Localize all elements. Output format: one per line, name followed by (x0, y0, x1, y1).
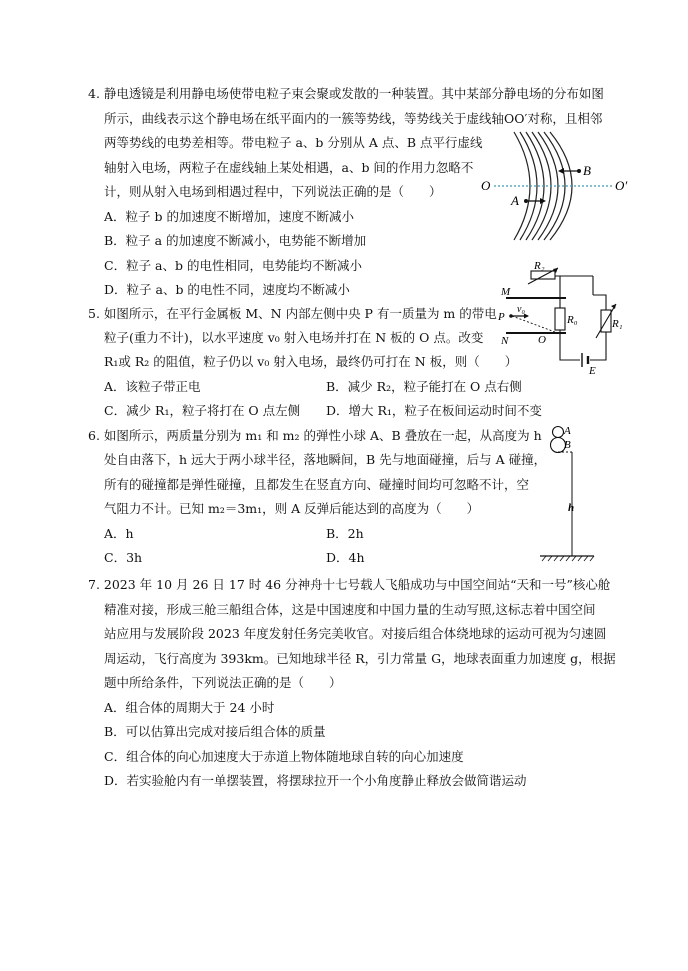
q4-option-a: A．粒子 b 的加速度不断增加，速度不断减小 (104, 209, 354, 224)
q5-option-d: D．增大 R₁，粒子在板间运动时间不变 (326, 403, 542, 418)
q5-option-a: A．该粒子带正电 (104, 379, 201, 394)
q5-stem-line-1: 5. 如图所示，在平行金属板 M、N 内部左侧中央 P 有一质量为 m 的带电 (88, 306, 497, 321)
q4-stem-line-5: 计，则从射入电场到相遇过程中，下列说法正确的是（ ） (104, 184, 442, 199)
q7-stem-line-5: 题中所给条件，下列说法正确的是（ ） (104, 675, 342, 690)
q6-balls-figure (534, 420, 604, 568)
point-p-dot (509, 314, 513, 318)
label-o: O (538, 334, 546, 346)
q4-stem-line-4: 轴射入电场，两粒子在虚线轴上某处相遇，a、b 间的作用力忽略不 (104, 160, 474, 175)
q4-option-c: C．粒子 a、b 的电性相同，电势能均不断减小 (104, 258, 362, 273)
q6-option-b: B．2h (326, 526, 364, 541)
label-r2: R₂ (534, 260, 545, 272)
q7-option-c: C．组合体的向心加速度大于赤道上物体随地球自转的向心加速度 (104, 749, 464, 764)
label-v0: v₀ (517, 304, 525, 315)
q5-stem-line-2: 粒子(重力不计)，以水平速度 v₀ 射入电场并打在 N 板的 O 点。改变 (104, 330, 484, 345)
q6-stem-line-3: 所有的碰撞都是弹性碰撞，且都发生在竖直方向、碰撞时间均可忽略不计，空 (104, 477, 530, 492)
q4-stem-line-3: 两等势线的电势差相等。带电粒子 a、b 分别从 A 点、B 点平行虚线 (104, 135, 483, 150)
resistor-r2 (531, 271, 555, 279)
q7-stem-line-1: 7. 2023 年 10 月 26 日 17 时 46 分神舟十七号载人飞船成功与中国空间站“天和一号”核心舱 (88, 577, 611, 592)
q6-option-c: C．3h (104, 550, 143, 565)
label-b: B (583, 163, 591, 178)
label-p: P (498, 311, 505, 323)
label-e: E (589, 365, 596, 375)
q4-stem-line-1: 4. 静电透镜是利用静电场使带电粒子束会聚或发散的一种装置。其中某部分静电场的分布如图 (88, 86, 604, 101)
q6-option-a: A．h (104, 526, 134, 541)
q4-option-d: D．粒子 a、b 的电性不同，速度均不断减小 (104, 282, 350, 297)
label-r1: R₁ (612, 318, 623, 330)
q6-stem-line-4: 气阻力不计。已知 m₂＝3m₁，则 A 反弹后能达到的高度为（ ） (104, 501, 480, 516)
label-r0: R₀ (567, 314, 578, 326)
q7-stem-line-2: 精准对接，形成三舱三船组合体，这是中国速度和中国力量的生动写照,这标志着中国空间 (104, 602, 596, 617)
label-h: h (568, 502, 575, 514)
particle-trajectory (512, 316, 555, 332)
q7-stem-line-3: 站应用与发展阶段 2023 年度发射任务完美收官。对接后组合体绕地球的运动可视为匀速圆 (104, 626, 607, 641)
point-a-dot (524, 199, 528, 203)
q4-stem-line-2: 所示，曲线表示这个静电场在纸平面内的一簇等势线，等势线关于虚线轴OO′对称，且相邻 (104, 111, 603, 126)
q5-option-c: C．减少 R₁，粒子将打在 O 点左侧 (104, 403, 301, 418)
q7-option-b: B．可以估算出完成对接后组合体的质量 (104, 724, 326, 739)
q7-option-d: D．若实验舱内有一单摆装置，将摆球拉开一个小角度静止释放会做简谐运动 (104, 773, 527, 788)
label-m: M (501, 286, 511, 298)
label-a: A (564, 425, 571, 437)
point-b-dot (577, 169, 581, 173)
label-o-prime: O′ (615, 178, 628, 193)
q6-stem-line-1: 6. 如图所示，两质量分别为 m₁ 和 m₂ 的弹性小球 A、B 叠放在一起，从高度为 h (88, 428, 542, 443)
q5-stem-line-3: R₁或 R₂ 的阻值，粒子仍以 v₀ 射入电场，最终仍可打在 N 板，则（ ） (104, 354, 518, 369)
q6-option-d: D．4h (326, 550, 365, 565)
q7-stem-line-4: 周运动，飞行高度为 393km。已知地球半径 R，引力常量 G，地球表面重力加速度 g，根据 (104, 651, 616, 666)
q5-option-b: B．减少 R₂，粒子能打在 O 点右侧 (326, 379, 522, 394)
resistor-r0 (555, 308, 565, 330)
q4-option-b: B．粒子 a 的加速度不断减小，电势能不断增加 (104, 233, 367, 248)
q6-stem-line-2: 处自由落下，h 远大于两小球半径，落地瞬间，B 先与地面碰撞，后与 A 碰撞， (104, 452, 547, 467)
q7-option-a: A．组合体的周期大于 24 小时 (104, 700, 275, 715)
label-b: B (564, 439, 571, 451)
ground-hatch (542, 556, 594, 561)
q5-circuit-figure (498, 260, 633, 375)
label-a: A (511, 193, 519, 208)
label-o: O (481, 178, 491, 193)
label-n: N (501, 335, 509, 347)
q4-equipotential-figure (478, 128, 638, 248)
ball-a (553, 427, 564, 438)
